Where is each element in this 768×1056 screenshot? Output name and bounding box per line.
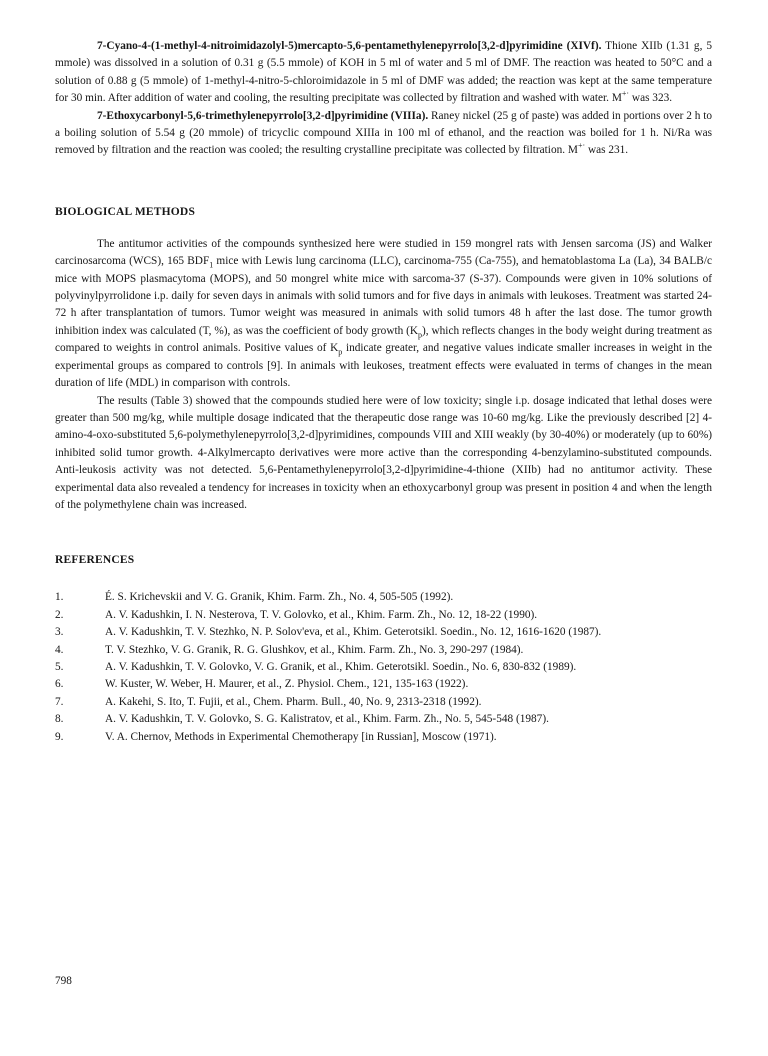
- compound-title-viiia: 7-Ethoxycarbonyl-5,6-trimethylenepyrrolo[3,2-d]pyrimidine (VIIIa).: [97, 109, 429, 122]
- reference-list: [55, 589, 712, 746]
- reference-number: 2.: [55, 608, 64, 621]
- reference-text: A. V. Kadushkin, T. V. Golovko, S. G. Kalistratov, et al., Khim. Farm. Zh., No. 5, 545-548 (1987).: [105, 713, 549, 726]
- mass-spec-label: M: [611, 92, 622, 105]
- page-content: [55, 38, 712, 746]
- reference-text: A. V. Kadushkin, T. V. Stezhko, N. P. Solov'eva, et al., Khim. Geterotsikl. Soedin., No. 12, 1616-1620 (1987).: [105, 626, 602, 639]
- reference-number: 9.: [55, 730, 64, 743]
- reference-text: V. A. Chernov, Methods in Experimental Chemotherapy [in Russian], Moscow (1971).: [105, 730, 497, 743]
- reference-text: A. Kakehi, S. Ito, T. Fujii, et al., Chem. Pharm. Bull., 40, No. 9, 2313-2318 (1992).: [105, 695, 482, 708]
- bio-subscript-p: p: [418, 330, 423, 340]
- section-heading-references: REFERENCES: [55, 554, 135, 567]
- mass-spec-value: was 323.: [631, 92, 673, 105]
- reference-number: 8.: [55, 713, 64, 726]
- biological-methods-paragraph-1: [55, 236, 712, 393]
- reference-number: 3.: [55, 626, 64, 639]
- reference-text: W. Kuster, W. Weber, H. Maurer, et al., Z. Physiol. Chem., 121, 135-163 (1922).: [105, 678, 469, 691]
- reference-item: [55, 694, 712, 711]
- reference-item: [55, 729, 712, 746]
- reference-text: T. V. Stezhko, V. G. Granik, R. G. Glushkov, et al., Khim. Farm. Zh., No. 3, 290-297 (1984).: [105, 643, 524, 656]
- reference-number: 6.: [55, 678, 64, 691]
- biological-methods-paragraph-2: The results (Table 3) showed that the compounds studied here were of low toxicity; single i.p. dosage indicated that lethal doses were greater than 500 mg/kg, while multiple dosage indicated that the therapeutic dose range was 10-60 mg/kg. Like the previously described [2] 4-amino-4-oxo-substituted 5,6-polymethylenepyrrolo[3,2-d]pyrimidines, compounds VIII and XIII weakly (by 30-40%) or moderately (up to 60%) inhibited solid tumor growth. 4-Alkylmercapto derivatives were more active than the corresponding 4-benzylamino-substituted compounds. Anti-leukosis activity was not detected. 5,6-Pentamethylenepyrrolo[3,2-d]pyrimidine-4-thione (XIIb) had no antitumor activity. These experimental data also revealed a tendency for increases in toxicity when an ethoxycarbonyl group was present in position 4 and when the length of the polymethylene chain was increased.: [55, 394, 712, 511]
- mass-spec-superscript: +·: [621, 89, 630, 99]
- compound-title-xivf: 7-Cyano-4-(1-methyl-4-nitroimidazolyl-5)mercapto-5,6-pentamethylenepyrrolo[3,2-d]pyrimidine (XIVf).: [97, 40, 602, 52]
- reference-item: [55, 676, 712, 693]
- section-heading-biological-methods: BIOLOGICAL METHODS: [55, 205, 196, 218]
- procedure-text-viiia: Raney nickel (25 g of paste) was added in portions over 2 h to a boiling solution of 5.54 g (20 mmole) of tricyclic compound XIIIa in 100 ml of ethanol, and the reaction was boiled for 1 h. Ni/Ra was removed by filtration and the reaction was cooled; the resulting crystalline precipitate was collected by filtration.: [55, 109, 712, 157]
- synthesis-paragraph-xivf: [55, 38, 712, 108]
- reference-item: [55, 659, 712, 676]
- procedure-text-xivf: Thione XIIb (1.31 g, 5 mmole) was dissolved in a solution of 0.31 g (5.5 mmole) of KOH in 5 ml of water and 5 ml of DMF. The reaction was heated to 50°C and a solution of 0.88 g (5 mmole) of 1-methyl-4-nitro-5-chloroimidazole in 5 ml of DMF was added; the reaction was kept at the same temperature for 30 min. After addition of water and cooling, the resulting precipitate was collected by filtration and washed with water.: [55, 40, 713, 105]
- reference-item: [55, 589, 712, 606]
- reference-item: [55, 642, 712, 659]
- bio-text-part-b: mice with Lewis lung carcinoma (LLC), carcinoma-755 (Ca-755), and hematoblastoma La (La), 34 BALB/c mice with MOPS plasmacytoma (MOPS), and 50 mongrel white mice with sarcoma-37 (S-37). Compounds were given in 10% solutions of polyvinylpyrrolidone i.p. daily for seven days in animals with solid tumors and for five days in animals with leukoses. Treatment was started 24-72 h after transplantation of tumors. Tumor weight was measured in animals with solid tumors 48 h after the last dose. The tumor growth inhibition index was calculated (T, %), as was the coefficient of body growth (K: [55, 255, 712, 337]
- reference-number: 7.: [55, 695, 64, 708]
- reference-item: [55, 711, 712, 728]
- reference-text: A. V. Kadushkin, T. V. Golovko, V. G. Granik, et al., Khim. Geterotsikl. Soedin., No. 6, 830-832 (1989).: [105, 660, 577, 673]
- mass-spec-value: was 231.: [587, 144, 629, 157]
- reference-number: 1.: [55, 591, 64, 604]
- bio-text-part-a: The antitumor activities of the compounds synthesized here were studied in 159 mongrel rats with Jensen sarcoma (JS) and Walker carcinosarcoma (WCS), 165 BDF: [55, 237, 712, 268]
- reference-item: [55, 624, 712, 641]
- reference-text: A. V. Kadushkin, I. N. Nesterova, T. V. Golovko, et al., Khim. Farm. Zh., No. 12, 18-22 (1990).: [105, 608, 538, 621]
- mass-spec-superscript: +·: [577, 141, 586, 151]
- synthesis-paragraph-viiia: [55, 108, 712, 160]
- reference-number: 4.: [55, 643, 64, 656]
- bio-text-part-d: indicate greater, and negative values indicate smaller increases in weight in the experimental groups as compared to controls [9]. In animals with leukoses, treatment effects were evaluated in terms of changes in the mean duration of life (MDL) in comparison with controls.: [55, 342, 712, 390]
- reference-item: [55, 607, 712, 624]
- page-number: 798: [55, 975, 72, 987]
- bio-text-part-c: ), which reflects changes in the body weight during treatment as compared to weights in control animals. Positive values of K: [55, 324, 712, 355]
- reference-text: É. S. Krichevskii and V. G. Granik, Khim. Farm. Zh., No. 4, 505-505 (1992).: [105, 591, 454, 604]
- mass-spec-label: M: [567, 144, 578, 157]
- reference-number: 5.: [55, 660, 64, 673]
- bio-subscript-1: 1: [209, 260, 214, 270]
- bio-subscript-p: p: [338, 347, 343, 357]
